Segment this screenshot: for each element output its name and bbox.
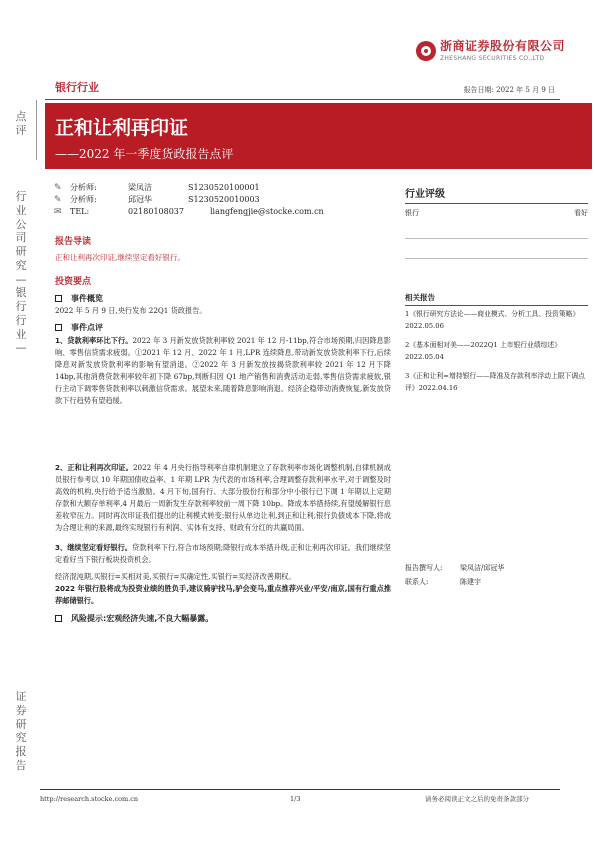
guide-heading: 报告导读 [55, 237, 92, 247]
side-label-bottom: 证券研究报告 [15, 690, 27, 772]
analyst-code: S1230520010003 [188, 195, 260, 205]
paragraph-5: 2022 年银行股将成为投资业绩的胜负手,建议骑驴找马,驴会变马,重点推荐兴业/平安/南京,国有行重点推荐邮储银行。 [55, 584, 391, 605]
contact-person-row [405, 575, 504, 589]
related-reports-title: 相关报告 [405, 293, 435, 302]
paragraph-3 [55, 542, 391, 566]
rating-value: 看好 [574, 209, 588, 217]
page-number: 1/3 [290, 795, 301, 803]
analyst-name: 邱冠华 [128, 195, 152, 205]
checkbox-square-icon [55, 615, 62, 622]
side-divider [36, 100, 37, 160]
pen-icon: ✎ [54, 182, 62, 193]
analyst-block [54, 182, 394, 218]
paragraph-4: 经济混沌期,买银行=买相对美,买银行=买确定性,买银行=买经济改善期权。 [55, 572, 296, 581]
key-points-heading: 投资要点 [55, 277, 92, 287]
footer-rule [40, 789, 560, 790]
company-name-cn: 浙商证券股份有限公司 [440, 39, 566, 53]
rating-row [405, 209, 588, 219]
header-rule [45, 99, 560, 100]
email-link[interactable]: liangfengjie@stocke.com.cn [210, 207, 324, 217]
overview-heading [55, 293, 103, 304]
paragraph-1-text: 2022 年 3 月新发放贷款利率较 2021 年 12 月-11bp,符合市场预期,归因降息影响、零售信贷需求疲弱。①2021 年 12 月、2022 年 1 月,LPR 连续降息,带动新发放贷款利率下行,后续降息对新发放贷款利率的影响有望消退。②2022 年 3 月新发放按揭贷款利率较 2021 年 12 月下降 14bp,其他消费贷款利率较年初下降 67bp,判断归因 Q1 地产销售和消费活动走弱,零售信贷需求疲软,银行主动下调零售贷款利率以刺激信贷需求。展望未来,随着降息影响消退、经济企稳带动消费恢复,新发放贷款下行趋势有望趋缓。 [55, 336, 391, 405]
analyst-code: S1230520100001 [188, 183, 260, 193]
paragraph-2-text: 2022 年 4 月央行指导利率自律机制建立了存款利率市场化调整机制,自律机制成员银行参考以 10 年期国债收益率、1 年期 LPR 为代表的市场利率,合理调整存款利率水平,对于调整及时高效的机构,央行给予适当激励。4 月下旬,国有行、大部分股份行和部分中小银行已下调 1 年期以上定期存款和大额存单利率,4 月最后一周新发生存款利率较前一周下降 10bp。降成本举措持续,有望缓解银行息差收窄压力。同时再次印证我们提出的让利模式转变:银行从单边让利,到正和让利,银行负债成本下降,将成为合理让利的来源,最终实现银行有利润、实体有支持、财政有分红的共赢局面。 [55, 463, 391, 532]
checkbox-square-icon [55, 295, 62, 302]
analyst-row [54, 194, 394, 206]
writer-names: 梁凤洁/邱冠华 [460, 564, 505, 572]
guide-text: 正和让利再次印证,继续坚定看好银行。 [55, 253, 185, 262]
rating-title: 行业评级 [405, 189, 445, 200]
paragraph-2-lead: 2、正和让利再次印证。 [55, 463, 133, 472]
tel-number: 02180108037 [128, 207, 184, 217]
writer-row [405, 561, 504, 575]
analyst-label: 分析师: [70, 183, 97, 193]
analyst-label: 分析师: [70, 195, 97, 205]
footer-url[interactable]: http://research.stocke.com.cn [40, 795, 139, 803]
contact-row [54, 206, 394, 218]
mail-icon: ✉ [54, 206, 62, 217]
analyst-name: 梁凤洁 [128, 183, 152, 193]
report-subtitle: ——2022 年一季度货政报告点评 [55, 146, 234, 161]
paragraph-1-lead: 1、贷款利率环比下行。 [55, 336, 133, 345]
title-banner [45, 103, 592, 169]
logo-icon [416, 41, 436, 61]
paragraph-3-text: 贷款利率下行,符合市场预期;降银行成本举措升级,正和让利再次印证。我们继续坚定看好当下银行板块投资机会。 [55, 543, 391, 564]
overview-heading-text: 事件概览 [71, 294, 103, 303]
paragraph-2 [55, 462, 391, 534]
rating-sector: 银行 [405, 209, 419, 217]
contact-block [405, 561, 504, 589]
pen-icon: ✎ [54, 194, 62, 205]
side-label-top: 点评 [15, 110, 27, 137]
contact-person: 陈建宇 [460, 578, 481, 586]
contact-label: 联系人: [405, 578, 429, 586]
paragraph-3-lead: 3、继续坚定看好银行。 [55, 543, 133, 552]
analyst-row [54, 182, 394, 194]
risk-warning [55, 613, 213, 624]
overview-text: 2022 年 5 月 9 日,央行发布 22Q1 货政报告。 [55, 306, 207, 315]
report-title: 正和让利再印证 [55, 117, 189, 139]
related-reports-list [405, 308, 588, 401]
side-label-middle: 行业公司研究—银行行业— [15, 190, 27, 355]
rating-rule [405, 203, 588, 204]
comment-heading-text: 事件点评 [71, 323, 103, 332]
comment-heading [55, 322, 103, 333]
company-name-en: ZHESHANG SECURITIES CO.,LTD [440, 54, 545, 62]
checkbox-square-icon [55, 324, 62, 331]
rating-divider [405, 238, 588, 239]
industry-label: 银行行业 [55, 81, 99, 94]
related-report-item[interactable]: 3《正和让利=增持银行——降准及存款利率浮动上限下调点评》2022.04.16 [405, 372, 585, 392]
paragraph-1 [55, 335, 391, 407]
report-date: 报告日期: 2022 年 5 月 9 日 [463, 86, 555, 94]
rating-divider [405, 258, 588, 259]
related-report-item[interactable]: 1《银行研究方法论——商业模式、分析工具、投资策略》2022.05.06 [405, 310, 580, 330]
writer-label: 报告撰写人: [405, 564, 443, 572]
related-report-item[interactable]: 2《基本面相对美——2022Q1 上市银行业绩综述》2022.05.04 [405, 341, 562, 361]
risk-text: 风险提示:宏观经济失速,不良大幅暴露。 [71, 614, 214, 623]
disclaimer-notice: 请务必阅读正文之后的免责条款部分 [425, 795, 529, 803]
tel-label: TEL: [70, 207, 90, 217]
company-logo [416, 38, 565, 63]
related-rule [405, 305, 588, 306]
